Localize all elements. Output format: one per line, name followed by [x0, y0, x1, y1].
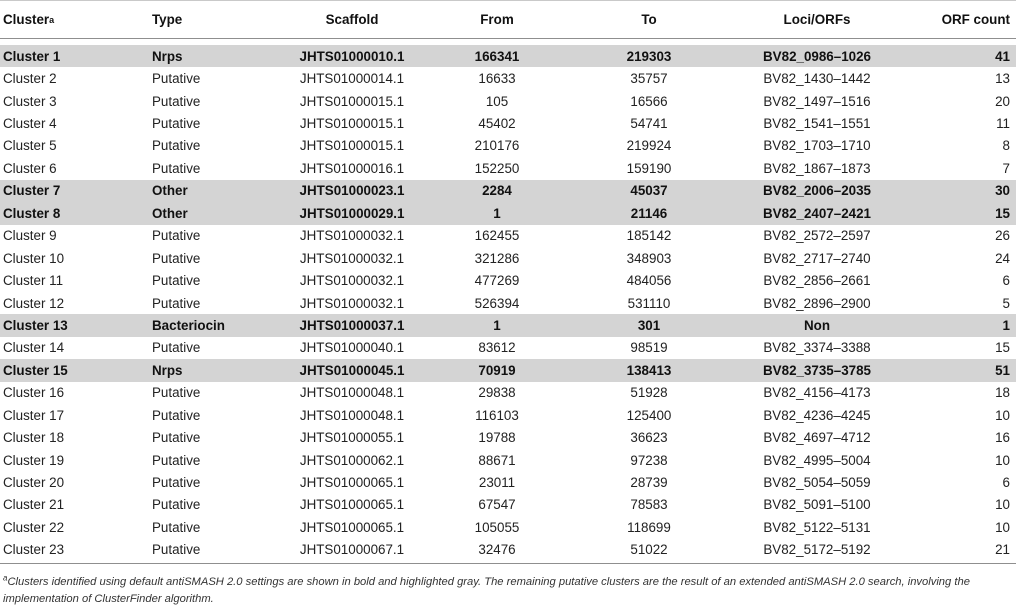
cell-orf-count: 8	[1002, 138, 1010, 154]
cell-orf-count: 18	[995, 385, 1010, 401]
table-row	[0, 45, 1016, 67]
cell-scaffold: JHTS01000055.1	[299, 430, 405, 446]
table-row	[0, 157, 1016, 179]
cell-to: 125400	[626, 407, 672, 423]
cell-type: Other	[152, 205, 188, 221]
cell-cluster: Cluster 16	[3, 385, 65, 401]
cell-type: Putative	[152, 160, 201, 176]
header-type: Type	[152, 12, 183, 27]
cell-loci: BV82_1541–1551	[763, 116, 871, 132]
cell-scaffold: JHTS01000032.1	[299, 295, 405, 311]
cell-loci: BV82_2856–2661	[763, 273, 871, 289]
cell-scaffold: JHTS01000065.1	[299, 497, 405, 513]
cell-scaffold: JHTS01000037.1	[299, 317, 405, 333]
cell-orf-count: 11	[996, 116, 1010, 132]
cell-scaffold: JHTS01000032.1	[299, 273, 405, 289]
cell-scaffold: JHTS01000015.1	[299, 93, 405, 109]
table-row	[0, 471, 1016, 493]
cell-scaffold: JHTS01000014.1	[299, 71, 405, 87]
cell-scaffold: JHTS01000067.1	[299, 542, 405, 558]
table-body	[0, 45, 1016, 561]
table-row	[0, 202, 1016, 224]
cell-loci: BV82_0986–1026	[763, 48, 871, 64]
cell-from: 166341	[474, 48, 520, 64]
cell-loci: BV82_4697–4712	[763, 430, 871, 446]
cell-cluster: Cluster 19	[3, 452, 65, 468]
cell-to: 138413	[626, 362, 672, 378]
cell-type: Putative	[152, 497, 201, 513]
cell-type: Putative	[152, 138, 201, 154]
cell-loci: BV82_5091–5100	[763, 497, 871, 513]
cell-type: Putative	[152, 452, 201, 468]
cell-type: Bacteriocin	[152, 317, 225, 333]
cell-orf-count: 5	[1002, 295, 1010, 311]
cell-loci: BV82_1430–1442	[763, 71, 871, 87]
cell-to: 118699	[627, 519, 671, 535]
table-row	[0, 314, 1016, 336]
header-from: From	[480, 12, 514, 27]
cell-type: Putative	[152, 407, 201, 423]
cell-from: 105055	[474, 519, 520, 535]
table-row	[0, 494, 1016, 516]
cell-cluster: Cluster 21	[3, 497, 65, 513]
cell-cluster: Cluster 12	[3, 295, 65, 311]
cell-to: 21146	[630, 205, 668, 221]
cell-scaffold: JHTS01000032.1	[299, 250, 405, 266]
cell-to: 54741	[630, 116, 668, 132]
cell-to: 51928	[630, 385, 668, 401]
cell-loci: BV82_5122–5131	[763, 519, 871, 535]
table-row	[0, 539, 1016, 561]
table-row	[0, 292, 1016, 314]
cell-from: 526394	[474, 295, 520, 311]
cell-scaffold: JHTS01000045.1	[299, 362, 405, 378]
cell-scaffold: JHTS01000065.1	[299, 519, 405, 535]
cell-from: 477269	[474, 273, 520, 289]
cell-from: 88671	[478, 452, 516, 468]
cell-loci: BV82_1867–1873	[763, 160, 871, 176]
cell-from: 210176	[474, 138, 520, 154]
cell-from: 1	[493, 317, 501, 333]
cell-orf-count: 10	[995, 519, 1010, 535]
cell-from: 162455	[474, 228, 520, 244]
cell-loci: BV82_5172–5192	[763, 542, 871, 558]
table-row	[0, 337, 1016, 359]
cell-type: Nrps	[152, 362, 183, 378]
cell-cluster: Cluster 5	[3, 138, 57, 154]
cell-to: 185142	[626, 228, 672, 244]
table-footnote	[3, 574, 1008, 608]
header-loci: Loci/ORFs	[783, 12, 851, 27]
cell-type: Putative	[152, 430, 201, 446]
cell-loci: BV82_2407–2421	[763, 205, 871, 221]
footnote-text: Clusters identified using default antiSMASH 2.0 settings are shown in bold and highlighted gray. The remaining putative clusters are the result of an extended antiSMASH 2.0 search, involving the implementation of ClusterFinder algorithm.	[3, 576, 970, 605]
cell-orf-count: 6	[1002, 273, 1010, 289]
cell-cluster: Cluster 17	[3, 407, 65, 423]
table-row	[0, 247, 1016, 269]
cell-to: 28739	[630, 475, 668, 491]
cell-scaffold: JHTS01000048.1	[299, 407, 405, 423]
cell-scaffold: JHTS01000016.1	[299, 160, 405, 176]
cell-from: 152250	[474, 160, 520, 176]
table-row	[0, 135, 1016, 157]
cell-cluster: Cluster 8	[3, 205, 61, 221]
cell-type: Nrps	[152, 48, 183, 64]
table-row	[0, 382, 1016, 404]
cell-loci: Non	[803, 317, 831, 333]
cell-cluster: Cluster 20	[3, 475, 65, 491]
cell-loci: BV82_4995–5004	[763, 452, 871, 468]
cell-scaffold: JHTS01000048.1	[299, 385, 405, 401]
cell-to: 45037	[630, 183, 668, 199]
cell-cluster: Cluster 18	[3, 430, 65, 446]
cell-to: 219924	[626, 138, 672, 154]
cell-orf-count: 10	[995, 497, 1010, 513]
cell-orf-count: 21	[995, 542, 1010, 558]
cell-loci: BV82_3735–3785	[763, 362, 871, 378]
cell-loci: BV82_5054–5059	[763, 475, 871, 491]
cell-orf-count: 20	[995, 93, 1010, 109]
cell-cluster: Cluster 14	[3, 340, 65, 356]
table-row	[0, 404, 1016, 426]
header-cluster-label: Cluster	[3, 12, 50, 27]
cell-cluster: Cluster 7	[3, 183, 61, 199]
cell-from: 32476	[478, 542, 516, 558]
cell-scaffold: JHTS01000032.1	[299, 228, 405, 244]
cell-from: 321286	[474, 250, 520, 266]
cell-cluster: Cluster 13	[3, 317, 68, 333]
cell-from: 67547	[478, 497, 516, 513]
cell-loci: BV82_2717–2740	[763, 250, 871, 266]
table-row	[0, 225, 1016, 247]
cell-orf-count: 16	[995, 430, 1010, 446]
table-row	[0, 180, 1016, 202]
cell-cluster: Cluster 23	[3, 542, 65, 558]
cell-loci: BV82_2896–2900	[763, 295, 871, 311]
cell-to: 16566	[630, 93, 668, 109]
cell-orf-count: 15	[995, 205, 1010, 221]
cell-type: Putative	[152, 340, 201, 356]
cell-from: 83612	[478, 340, 516, 356]
cell-orf-count: 7	[1002, 160, 1010, 176]
cell-scaffold: JHTS01000062.1	[299, 452, 405, 468]
cell-to: 531110	[627, 295, 671, 311]
cell-scaffold: JHTS01000015.1	[299, 138, 405, 154]
cell-type: Putative	[152, 385, 201, 401]
cell-orf-count: 10	[995, 407, 1010, 423]
cell-from: 29838	[478, 385, 516, 401]
cell-type: Putative	[152, 116, 201, 132]
cell-from: 116103	[475, 407, 519, 423]
cell-to: 484056	[626, 273, 672, 289]
cell-cluster: Cluster 4	[3, 116, 57, 132]
cell-to: 348903	[626, 250, 672, 266]
cell-type: Putative	[152, 250, 201, 266]
header-orf-count: ORF count	[941, 12, 1010, 27]
cell-loci: BV82_3374–3388	[763, 340, 871, 356]
cell-type: Putative	[152, 475, 201, 491]
cell-cluster: Cluster 15	[3, 362, 68, 378]
cell-cluster: Cluster 3	[3, 93, 57, 109]
cell-from: 2284	[482, 183, 512, 199]
cell-cluster: Cluster 2	[3, 71, 57, 87]
cell-to: 97238	[630, 452, 668, 468]
cell-to: 219303	[626, 48, 672, 64]
cell-from: 1	[493, 205, 501, 221]
table-row	[0, 449, 1016, 471]
table-header	[0, 0, 1016, 39]
table-row	[0, 359, 1016, 381]
cell-to: 78583	[630, 497, 668, 513]
cell-orf-count: 24	[995, 250, 1010, 266]
table-row	[0, 90, 1016, 112]
cell-from: 105	[485, 93, 509, 109]
cell-to: 98519	[630, 340, 668, 356]
cell-type: Putative	[152, 295, 201, 311]
table-row	[0, 426, 1016, 448]
cell-cluster: Cluster 9	[3, 228, 57, 244]
cell-cluster: Cluster 22	[3, 519, 65, 535]
cell-from: 16633	[478, 71, 516, 87]
cell-scaffold: JHTS01000015.1	[299, 116, 405, 132]
cell-scaffold: JHTS01000040.1	[299, 340, 405, 356]
cell-scaffold: JHTS01000029.1	[299, 205, 405, 221]
cell-type: Putative	[152, 273, 201, 289]
cell-from: 45402	[478, 116, 516, 132]
cell-to: 159190	[626, 160, 672, 176]
cell-to: 301	[637, 317, 661, 333]
cell-cluster: Cluster 10	[3, 250, 65, 266]
table-row	[0, 112, 1016, 134]
cell-scaffold: JHTS01000023.1	[299, 183, 405, 199]
cell-to: 35757	[630, 71, 668, 87]
cell-type: Putative	[152, 519, 201, 535]
cell-orf-count: 41	[995, 48, 1010, 64]
cell-orf-count: 13	[995, 71, 1010, 87]
cell-from: 23011	[478, 475, 516, 491]
footnote-marker: a	[3, 573, 8, 583]
cell-loci: BV82_1703–1710	[763, 138, 871, 154]
cell-orf-count: 10	[995, 452, 1010, 468]
table-row	[0, 67, 1016, 89]
header-scaffold: Scaffold	[325, 12, 379, 27]
cell-to: 36623	[630, 430, 668, 446]
table-bottom-rule	[0, 563, 1016, 564]
cell-loci: BV82_1497–1516	[763, 93, 871, 109]
cell-loci: BV82_4156–4173	[763, 385, 871, 401]
cell-cluster: Cluster 6	[3, 160, 57, 176]
cell-orf-count: 15	[995, 340, 1010, 356]
cell-scaffold: JHTS01000010.1	[299, 48, 405, 64]
cell-orf-count: 51	[995, 362, 1010, 378]
header-to: To	[641, 12, 657, 27]
cell-loci: BV82_4236–4245	[763, 407, 871, 423]
cell-orf-count: 1	[1002, 317, 1010, 333]
table-row	[0, 269, 1016, 291]
cell-type: Other	[152, 183, 188, 199]
cell-type: Putative	[152, 542, 201, 558]
cell-cluster: Cluster 1	[3, 48, 61, 64]
header-cluster: Cluster a	[3, 12, 55, 27]
cell-to: 51022	[630, 542, 668, 558]
cell-type: Putative	[152, 93, 201, 109]
cell-from: 19788	[478, 430, 516, 446]
cell-orf-count: 6	[1002, 475, 1010, 491]
cell-loci: BV82_2572–2597	[763, 228, 871, 244]
cell-type: Putative	[152, 228, 201, 244]
cell-orf-count: 26	[995, 228, 1010, 244]
table-row	[0, 516, 1016, 538]
cell-from: 70919	[478, 362, 516, 378]
cell-scaffold: JHTS01000065.1	[299, 475, 405, 491]
cell-cluster: Cluster 11	[3, 273, 64, 289]
cell-loci: BV82_2006–2035	[763, 183, 871, 199]
cell-type: Putative	[152, 71, 201, 87]
cell-orf-count: 30	[995, 183, 1010, 199]
